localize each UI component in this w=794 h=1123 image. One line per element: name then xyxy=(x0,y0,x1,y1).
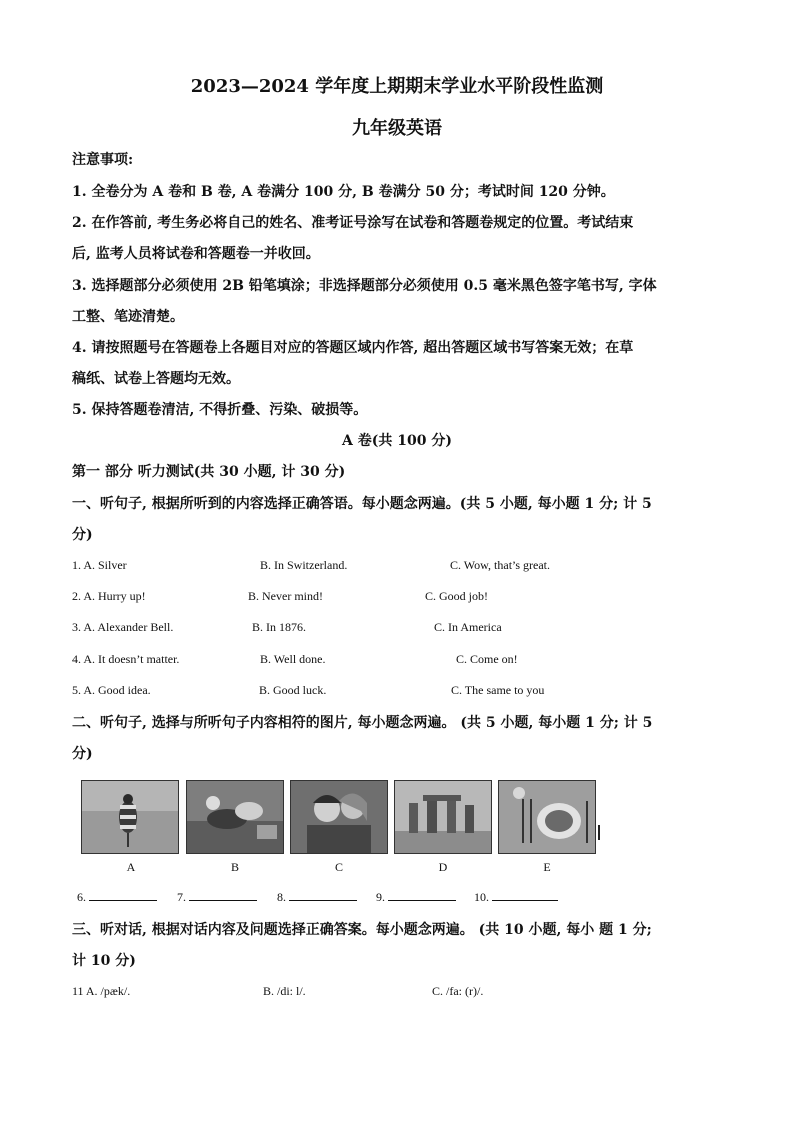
answer-blank[interactable] xyxy=(474,888,558,905)
notice-item: 工整、笔迹清楚。 xyxy=(72,309,184,325)
answer-blank[interactable] xyxy=(77,888,157,905)
option-a: 1. A. Silver xyxy=(72,558,127,572)
blank-number: 8. xyxy=(277,890,286,904)
group1-instruction-cont: 分) xyxy=(72,527,93,543)
group3-instruction: 三、听对话, 根据对话内容及问题选择正确答案。每小题念两遍。 (共 10 小题, 每小 题 1 分; xyxy=(72,922,652,938)
option-b: B. Well done. xyxy=(260,652,326,666)
notice-item: 4. 请按照题号在答题卷上各题目对应的答题区域内作答, 超出答题区域书写答案无效；在草 xyxy=(72,340,634,356)
option-c: C. Wow, that’s great. xyxy=(450,558,551,572)
notice-item: 稿纸、试卷上答题均无效。 xyxy=(72,371,240,387)
section-a-heading: A 卷(共 100 分) xyxy=(342,433,452,449)
exam-title: 2023—2024 学年度上期期末学业水平阶段性监测 xyxy=(190,76,604,97)
option-b: B. In 1876. xyxy=(252,620,306,634)
option-a: 3. A. Alexander Bell. xyxy=(72,620,174,634)
notice-item: 3. 选择题部分必须使用 2B 铅笔填涂；非选择题部分必须使用 0.5 毫米黑色签字笔书写, 字体 xyxy=(72,278,657,294)
picture-label-d: D xyxy=(438,860,448,874)
option-a: 2. A. Hurry up! xyxy=(72,589,146,603)
notice-item: 2. 在作答前, 考生务必将自己的姓名、准考证号涂写在试卷和答题卷规定的位置。考试结束 xyxy=(72,215,634,231)
option-c: C. /fa: (r)/. xyxy=(432,984,484,998)
picture-b xyxy=(186,780,284,854)
text-cursor-mark xyxy=(598,825,600,840)
option-b: B. In Switzerland. xyxy=(260,558,348,572)
option-b: B. Never mind! xyxy=(248,589,323,603)
notice-item: 5. 保持答题卷清洁, 不得折叠、污染、破损等。 xyxy=(72,402,368,418)
picture-label-e: E xyxy=(543,860,551,874)
answer-blank[interactable] xyxy=(376,888,456,905)
group3-instruction-cont: 计 10 分) xyxy=(72,953,136,969)
group1-instruction: 一、听句子, 根据所听到的内容选择正确答语。每小题念两遍。(共 5 小题, 每小题 1 分; 计 5 xyxy=(72,496,652,512)
picture-d xyxy=(394,780,492,854)
option-b: B. /di: l/. xyxy=(263,984,306,998)
group2-instruction-cont: 分) xyxy=(72,746,93,762)
blank-number: 9. xyxy=(376,890,385,904)
option-a: 5. A. Good idea. xyxy=(72,683,151,697)
exam-subtitle: 九年级英语 xyxy=(352,118,442,139)
blank-number: 7. xyxy=(177,890,186,904)
picture-c xyxy=(290,780,388,854)
answer-blank[interactable] xyxy=(177,888,257,905)
picture-strip xyxy=(81,780,601,854)
option-c: C. In America xyxy=(434,620,502,634)
option-c: C. Good job! xyxy=(425,589,488,603)
answer-blank[interactable] xyxy=(277,888,357,905)
group2-instruction: 二、听句子, 选择与所听句子内容相符的图片, 每小题念两遍。 (共 5 小题, 每小题 1 分; 计 5 xyxy=(72,715,653,731)
picture-a xyxy=(81,780,179,854)
picture-label-b: B xyxy=(230,860,239,874)
part1-heading: 第一 部分 听力测试(共 30 小题, 计 30 分) xyxy=(72,464,346,480)
picture-label-a: A xyxy=(126,860,136,874)
option-b: B. Good luck. xyxy=(259,683,327,697)
answer-blanks xyxy=(77,888,597,906)
picture-label-c: C xyxy=(334,860,343,874)
picture-e xyxy=(498,780,596,854)
notice-item: 1. 全卷分为 A 卷和 B 卷, A 卷满分 100 分, B 卷满分 50 分；考试时间 120 分钟。 xyxy=(72,184,615,200)
notice-item: 后, 监考人员将试卷和答题卷一并收回。 xyxy=(72,246,320,262)
option-a: 4. A. It doesn’t matter. xyxy=(72,652,180,666)
blank-number: 6. xyxy=(77,890,86,904)
option-c: C. The same to you xyxy=(451,683,545,697)
blank-number: 10. xyxy=(474,890,489,904)
option-a: 11 A. /pæk/. xyxy=(72,984,131,998)
option-c: C. Come on! xyxy=(456,652,518,666)
notice-heading: 注意事项: xyxy=(72,152,134,168)
